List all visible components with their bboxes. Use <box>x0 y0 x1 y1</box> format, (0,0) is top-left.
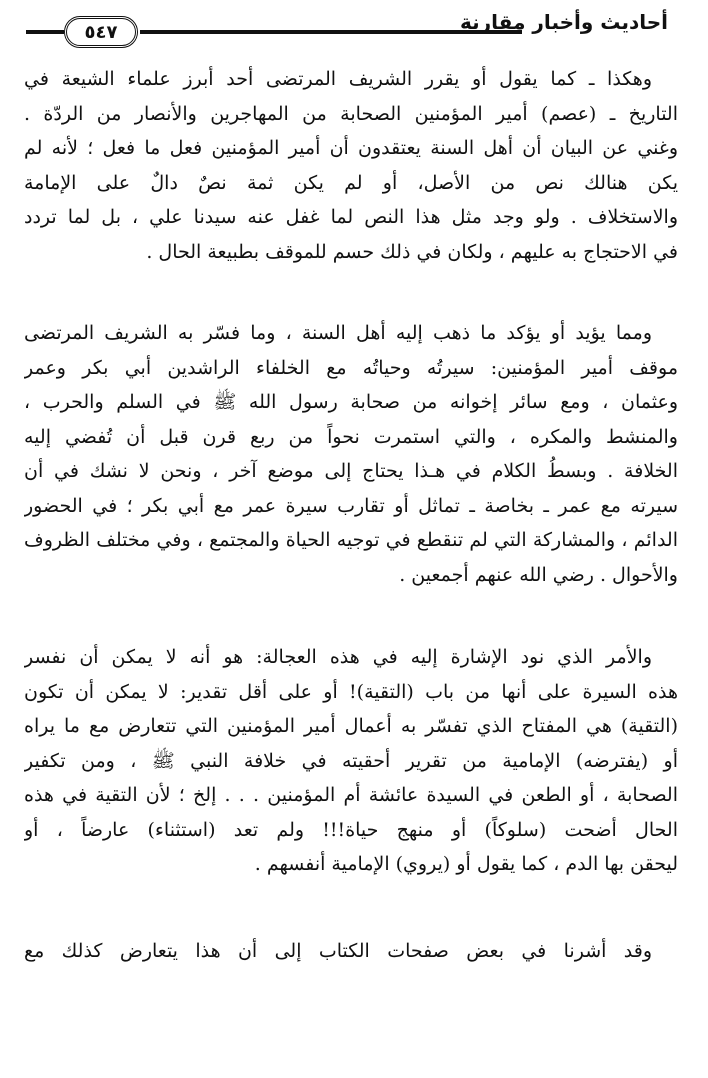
text-line: التاريخ ـ (عصم) أمير المؤمنين الصحابة من المهاجرين والأنصار من الردّة . <box>24 102 678 125</box>
text-line: موقف أمير المؤمنين: سيرتُه وحياتُه مع الخلفاء الراشدين أبي بكر وعمر <box>24 356 678 379</box>
page-number <box>64 16 138 48</box>
text-line: الدائم ، والمشاركة التي لم تنقطع في توجيه الحياة والمجتمع ، وفي مختلف الظروف <box>24 529 678 551</box>
text-line: أو (يفترضه) الإمامية من تقرير أحقيته في خلافة النبي ﷺ ، ومن تكفير <box>24 749 678 772</box>
text-line: وقد أشرنا في بعض صفحات الكتاب إلى أن هذا يتعارض كذلك مع <box>24 940 652 962</box>
text-line: ليحقن بها الدم ، كما يقول أو (يروي) الإمامية أنفسهم . <box>254 853 678 875</box>
text-line: والاستخلاف . ولو وجد مثل هذا النص لما غفل عنه سيدنا علي ، بل لما تردد <box>24 206 678 228</box>
text-line: وعثمان ، ومع سائر إخوانه من صحابة رسول الله ﷺ في السلم والحرب ، <box>24 391 678 413</box>
text-line: والأمر الذي نود الإشارة إليه في هذه العجالة: هو أنه لا يمكن أن نفسر <box>24 646 652 668</box>
text-line: وهكذا ـ كما يقول أو يقرر الشريف المرتضى أحد أبرز علماء الشيعة في <box>24 68 652 90</box>
header-rule <box>140 30 522 34</box>
running-title: أحاديث وأخبار مقارنة <box>460 10 668 34</box>
paragraph-1 <box>24 62 678 269</box>
text-line: (التقية) هي المفتاح الذي تفسّر به أعمال أمير المؤمنين التي تتعارض مع ما يراه <box>24 715 678 737</box>
text-line: في الاحتجاج به عليهم ، ولكان في ذلك حسم للموقف بطبيعة الحال . <box>146 240 678 263</box>
text-line: والأحوال . رضي الله عنهم أجمعين . <box>399 563 678 586</box>
text-line: والمنشط والمكره ، والتي استمرت نحواً من ربع قرن قبل أن تُفضي إليه <box>24 425 678 448</box>
text-line: الخلافة . وبسطُ الكلام في هـذا يحتاج إلى موضع آخر ، ونحن لا نشك في أن <box>24 460 678 482</box>
text-line: يكن هنالك نص من الأصل، أو لم يكن ثمة نصٌ دالٌ على الإمامة <box>24 171 678 194</box>
text-line: الحال أضحت (سلوكاً) أو منهج حياة!!! ولم تعد (استثناء) عارضاً ، أو <box>24 818 678 841</box>
text-line: هذه السيرة على أنها من باب (التقية)! أو على أقل تقدير: لا يمكن أن تكون <box>24 680 678 703</box>
text-line: وغني عن البيان أن أهل السنة يعتقدون أن أمير المؤمنين فعل ما فعل ؛ لأنه لم <box>24 137 678 159</box>
text-line: الصحابة ، أو الطعن في السيدة عائشة أم المؤمنين . . . إلخ ؛ لأن التقية في هذه <box>24 784 678 806</box>
page-number-label: ٥٤٧ <box>84 21 118 43</box>
header-rule-left <box>26 30 64 34</box>
paragraph-3 <box>24 640 678 882</box>
paragraph-4 <box>24 934 678 969</box>
text-line: سيرته مع عمر ـ بخاصة ـ تماثل أو تقارب سيرة عمر مع أبي بكر ؛ في الحضور <box>24 494 678 517</box>
text-line: ومما يؤيد أو يؤكد ما ذهب إليه أهل السنة ، وما فسّر به الشريف المرتضى <box>24 322 652 344</box>
paragraph-2 <box>24 316 678 592</box>
